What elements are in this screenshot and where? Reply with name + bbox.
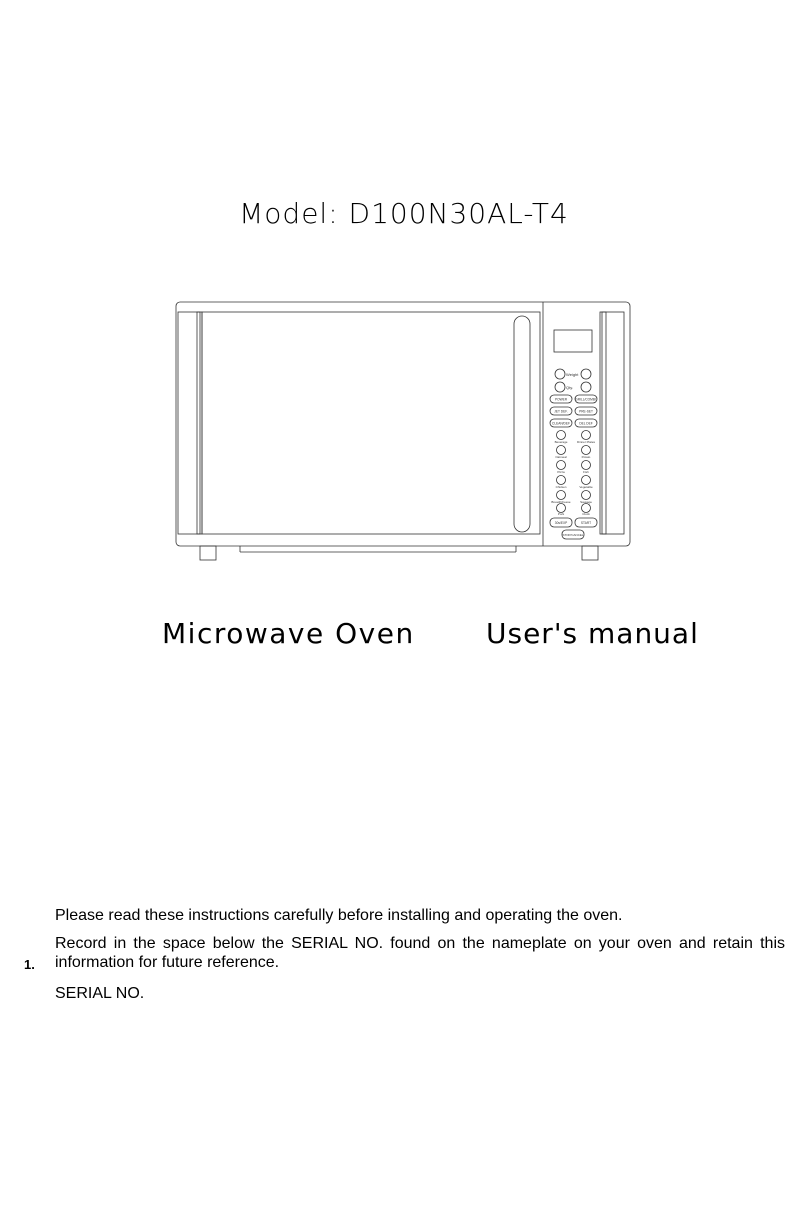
door-window: [202, 312, 540, 534]
model-title: Model: D100N30AL-T4: [239, 197, 569, 230]
foot-left: [200, 546, 216, 560]
svg-text:Potato: Potato: [581, 455, 591, 459]
menu-icons: [551, 431, 595, 517]
btn-grill-label: GRILL/COMBI.: [575, 397, 597, 402]
page-number: 1.: [24, 957, 35, 972]
product-title: Microwave Oven: [162, 617, 415, 650]
pill-buttons: [550, 395, 597, 427]
foot-right: [582, 546, 598, 560]
svg-text:Dinner Plates: Dinner Plates: [576, 440, 596, 444]
manual-type-title: User's manual: [486, 617, 699, 650]
door-handle: [514, 316, 530, 532]
svg-text:Vegetable: Vegetable: [579, 485, 593, 489]
instructions-text: Please read these instructions carefully before installing and operating the oven.: [55, 907, 623, 924]
btn-power-label: POWER: [554, 397, 568, 402]
svg-text:Pork: Pork: [557, 512, 565, 516]
svg-text:Bread/Cheese: Bread/Cheese: [551, 500, 571, 504]
qty-label: Qty.: [566, 385, 574, 390]
display-screen: [554, 330, 592, 352]
weight-label: Weight: [566, 372, 579, 377]
svg-text:Chicken: Chicken: [555, 485, 567, 489]
svg-text:Clock: Clock: [582, 512, 590, 516]
svg-text:START: START: [580, 521, 592, 525]
btn-cleandef-label: CLEAN/DEF: [552, 421, 570, 426]
svg-text:30s/EXP: 30s/EXP: [554, 521, 568, 525]
btn-preset-label: PRE-SET: [579, 409, 593, 414]
record-note-text: Record in the space below the SERIAL NO. found on the nameplate on your oven and retain this information for future reference.: [55, 935, 785, 971]
btn-deldef-label: DEL DEF: [579, 421, 593, 426]
svg-text:Fish: Fish: [583, 470, 589, 474]
control-panel: [550, 330, 597, 539]
svg-text:Oatmeal: Oatmeal: [555, 455, 567, 459]
svg-text:Pizza: Pizza: [557, 470, 565, 474]
microwave-illustration: [170, 296, 636, 566]
svg-text:Beverage: Beverage: [554, 440, 568, 444]
svg-text:Sausage: Sausage: [580, 500, 592, 504]
svg-text:STOP/CANCEL: STOP/CANCEL: [562, 533, 584, 537]
btn-jetdef-label: JET DEF.: [554, 409, 568, 414]
side-trim: [600, 312, 624, 534]
serial-label: SERIAL NO.: [55, 985, 145, 1002]
